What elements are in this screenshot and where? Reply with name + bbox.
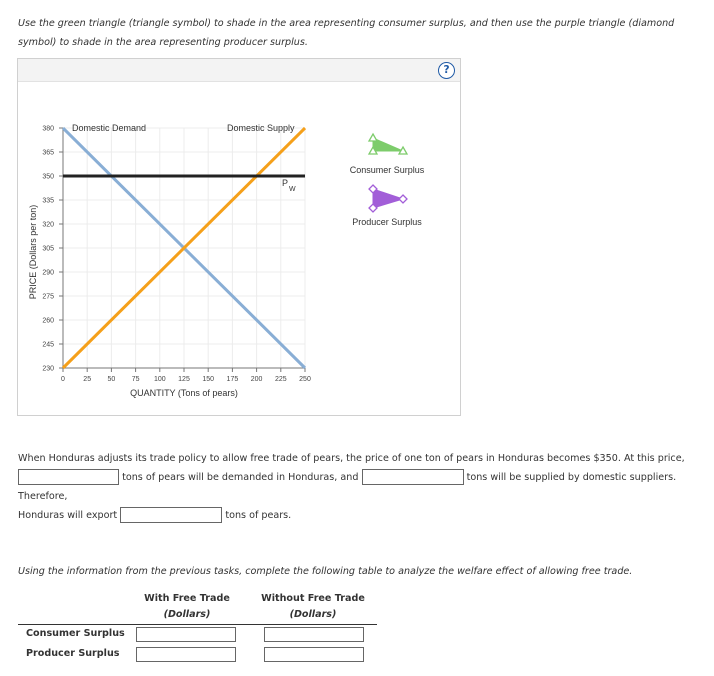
world-price-label: $P_W$ xyxy=(282,178,296,193)
y-tick-label: 245 xyxy=(42,341,54,349)
x-tick-label: 75 xyxy=(131,376,140,383)
paragraph-text-2: tons of pears will be demanded in Honduras, and xyxy=(122,472,359,483)
paragraph-text-4: Honduras will export xyxy=(18,510,118,521)
producer-surplus-without-trade-input[interactable] xyxy=(264,647,364,662)
row-label-consumer-surplus: Consumer Surplus xyxy=(26,628,125,639)
table-instructions: Using the information from the previous tasks, complete the following table to analyze the welfare effect of allowing free trade. xyxy=(18,566,633,577)
paragraph-text-3: tons will be supplied by domestic suppliers. Therefore, xyxy=(18,472,677,502)
producer-surplus-label: Producer Surplus xyxy=(352,217,422,227)
y-tick-label: 275 xyxy=(42,293,54,301)
y-axis-label: PRICE (Dollars per ton) xyxy=(28,204,38,300)
table-header-divider xyxy=(18,624,377,625)
x-tick-label: 50 xyxy=(107,376,116,383)
producer-surplus-with-trade-input[interactable] xyxy=(136,647,236,662)
x-tick-label: 175 xyxy=(226,376,239,383)
row-label-producer-surplus: Producer Surplus xyxy=(26,648,120,659)
supply-label: Domestic Supply xyxy=(227,123,295,133)
column-header-without-trade: Without Free Trade xyxy=(261,593,365,604)
consumer-surplus-triangle-tool xyxy=(373,138,403,151)
consumer-surplus-without-trade-input[interactable] xyxy=(264,627,364,642)
x-tick-label: 100 xyxy=(153,376,166,383)
x-tick-label: 150 xyxy=(202,376,215,383)
x-tick-label: 0 xyxy=(61,376,65,383)
y-tick-label: 230 xyxy=(42,365,54,373)
y-tick-label: 350 xyxy=(42,173,54,181)
x-tick-label: 225 xyxy=(274,376,287,383)
y-tick-label: 380 xyxy=(42,125,54,133)
quantity-demanded-input[interactable] xyxy=(18,469,119,485)
instructions-text: Use the green triangle (triangle symbol) to shade in the area representing consumer surplus, and then use the purple triangle (diamond symbol) to shade in the area representing producer surplus. xyxy=(18,18,675,48)
y-tick-label: 320 xyxy=(42,221,54,229)
consumer-surplus-label: Consumer Surplus xyxy=(349,165,425,175)
demand-label: Domestic Demand xyxy=(72,123,147,133)
column-header-with-trade: With Free Trade xyxy=(144,593,230,604)
paragraph-text-5: tons of pears. xyxy=(225,510,292,521)
x-axis-label: QUANTITY (Tons of pears) xyxy=(130,388,238,398)
consumer-surplus-with-trade-input[interactable] xyxy=(136,627,236,642)
y-tick-label: 335 xyxy=(42,197,54,205)
x-tick-label: 125 xyxy=(178,376,190,383)
help-icon[interactable]: ? xyxy=(438,62,455,79)
exports-input[interactable] xyxy=(120,507,222,523)
x-tick-label: 25 xyxy=(83,376,92,383)
column-subheader-with-trade: (Dollars) xyxy=(163,609,211,620)
y-tick-label: 305 xyxy=(42,245,54,253)
y-tick-label: 290 xyxy=(42,269,54,277)
x-tick-label: 200 xyxy=(250,376,263,383)
y-tick-label: 260 xyxy=(42,317,54,325)
x-tick-label: 250 xyxy=(299,376,311,383)
column-subheader-without-trade: (Dollars) xyxy=(289,609,337,620)
quantity-supplied-input[interactable] xyxy=(362,469,464,485)
producer-surplus-triangle-tool xyxy=(373,189,403,208)
paragraph-text-1: When Honduras adjusts its trade policy to allow free trade of pears, the price of one ton of pears in Honduras becomes $350. At this price, xyxy=(18,453,685,464)
diamond-icon xyxy=(399,195,407,203)
triangle-icon xyxy=(369,134,377,141)
y-tick-label: 365 xyxy=(42,149,54,157)
free-trade-paragraph xyxy=(18,449,708,525)
